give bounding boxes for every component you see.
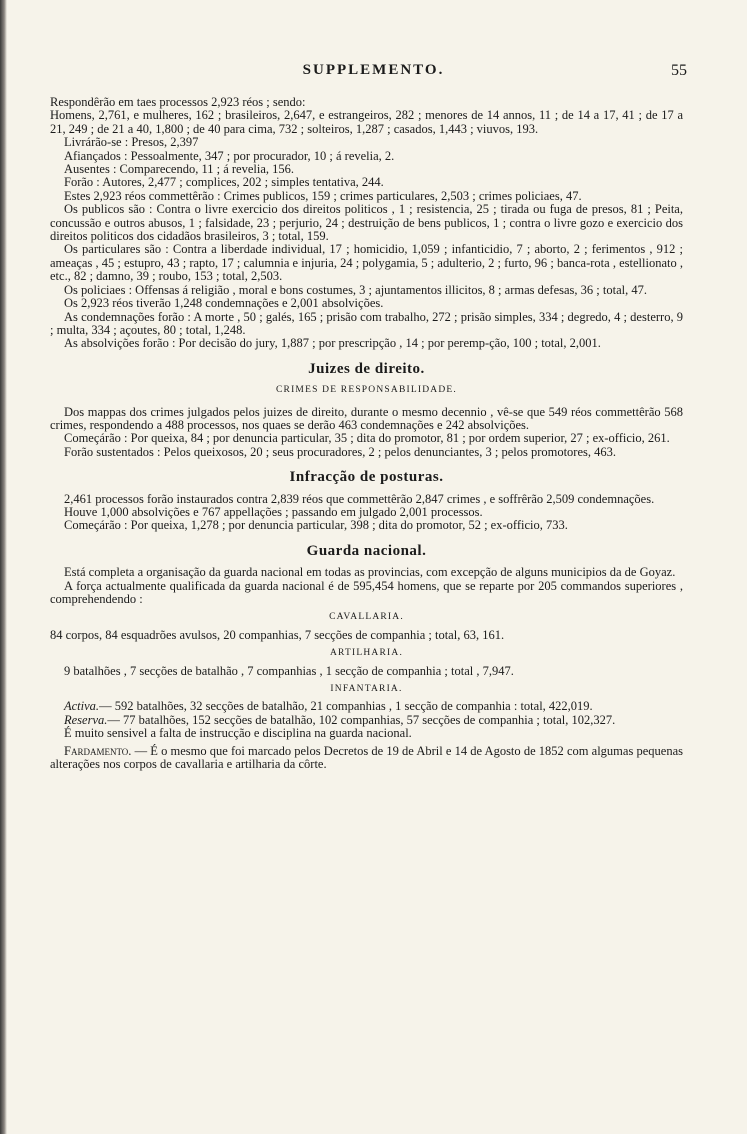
page-body <box>50 96 683 771</box>
paragraph: Os particulares são : Contra a liberdade individual, 17 ; homicidio, 1,059 ; infanticidio, 7 ; aborto, 2 ; ferimentos , 912 ; ameaças , 45 ; estupro, 43 ; rapto, 17 ; calumnia e injuria, 24 ; polygamia, 5 ; adulterio, 2 ; furto, 96 ; banca-rota , estellionato , etc., 82 ; damno, 39 ; roubo, 153 ; total, 2,503. <box>50 242 683 284</box>
section-heading-posturas: Infracção de posturas. <box>289 469 444 486</box>
text-reserva: — 77 batalhões, 152 secções de batalhão, 102 companhias, 57 secções de companhia ; total, 102,327. <box>107 712 616 727</box>
paragraph: Homens, 2,761, e mulheres, 162 ; brasileiros, 2,647, e estrangeiros, 282 ; menores de 14 annos, 11 ; de 14 a 17, 41 ; de 17 a 21, 249 ; de 21 a 40, 1,800 ; de 40 para cima, 732 ; solteiros, 1,287 ; casados, 1,443 ; viuvos, 193. <box>50 108 683 136</box>
paragraph: Forão : Autores, 2,477 ; complices, 202 ; simples tentativa, 244. <box>64 175 384 190</box>
paragraph: Respondêrão em taes processos 2,923 réos ; sendo: <box>50 95 306 109</box>
subheading-cavallaria: CAVALLARIA. <box>329 612 404 623</box>
paragraph: A força actualmente qualificada da guarda nacional é de 595,454 homens, que se reparte por 205 commandos superiores , comprehendendo : <box>50 578 683 606</box>
label-reserva: Reserva. <box>64 712 108 727</box>
paragraph: Livrárão-se : Presos, 2,397 <box>64 135 199 150</box>
paragraph: 2,461 processos forão instaurados contra 2,839 réos que commettêrão 2,847 crimes , e soffrêrão 2,509 condemnações. <box>64 491 655 506</box>
paragraph: Os policiaes : Offensas á religião , moral e bons costumes, 3 ; ajuntamentos illicitos, 8 ; armas defesas, 36 ; total, 47. <box>64 282 647 297</box>
paragraph: Dos mappas dos crimes julgados pelos juizes de direito, durante o mesmo decennio , vê-se que 549 réos commettêrão 568 crimes, respondendo a 488 processos, nos quaes se derão 463 condemnações e 242 absolvições. <box>50 404 683 432</box>
paragraph: Estes 2,923 réos commettêrão : Crimes publicos, 159 ; crimes particulares, 2,503 ; crimes policiaes, 47. <box>64 188 582 203</box>
paragraph: 84 corpos, 84 esquadrões avulsos, 20 companhias, 7 secções de companhia ; total, 63, 161. <box>50 627 505 642</box>
subheading-crimes: CRIMES DE RESPONSABILIDADE. <box>276 385 457 396</box>
paragraph: Os publicos são : Contra o livre exercicio dos direitos politicos , 1 ; resistencia, 25 ; tirada ou fuga de presos, 81 ; Peita, concussão e outros abusos, 1 ; falsidade, 23 ; perjurio, 24 ; destruição de bens publicos, 1 ; contra o livre gozo e exercicio dos direitos politicos dos cidadãos brasileiros, 3 ; total, 159. <box>50 202 683 244</box>
label-fardamento: Fardamento. <box>64 743 132 758</box>
page-number: 55 <box>671 62 687 79</box>
paragraph: Começárão : Por queixa, 1,278 ; por denuncia particular, 398 ; dita do promotor, 52 ; ex-officio, 733. <box>64 518 568 533</box>
paragraph: Está completa a organisação da guarda nacional em todas as provincias, com excepção de alguns municipios da de Goyaz. <box>64 565 676 580</box>
subheading-infantaria: INFANTARIA. <box>330 684 403 695</box>
paragraph: Afiançados : Pessoalmente, 347 ; por procurador, 10 ; á revelia, 2. <box>64 148 395 163</box>
paragraph-fardamento <box>50 745 683 772</box>
paragraph: Forão sustentados : Pelos queixosos, 20 ; seus procuradores, 2 ; pelos denunciantes, 3 ; pelos promotores, 463. <box>64 444 617 459</box>
paragraph: Começárão : Por queixa, 84 ; por denuncia particular, 35 ; dita do promotor, 81 ; por ordem superior, 27 ; ex-officio, 261. <box>64 431 670 446</box>
paragraph-reserva <box>50 714 683 727</box>
label-activa: Activa. <box>64 699 100 714</box>
running-title: SUPPLEMENTO. <box>302 62 445 78</box>
paragraph: Os 2,923 réos tiverão 1,248 condemnações e 2,001 absolvições. <box>64 296 384 311</box>
section-heading-guarda: Guarda nacional. <box>306 542 427 559</box>
paragraph: Houve 1,000 absolvições e 767 appellações ; passando em julgado 2,001 processos. <box>64 504 483 519</box>
text-fardamento: — É o mesmo que foi marcado pelos Decretos de 19 de Abril e 14 de Agosto de 1852 com algumas pequenas alterações nos corpos de cavallaria e artilharia da côrte. <box>50 743 683 772</box>
paragraph: É muito sensivel a falta de instrucção e disciplina na guarda nacional. <box>64 726 412 741</box>
paragraph: Ausentes : Comparecendo, 11 ; á revelia, 156. <box>64 162 295 177</box>
section-heading-juizes: Juizes de direito. <box>308 360 425 377</box>
subheading-artilharia: ARTILHARIA. <box>329 648 404 659</box>
paragraph: As condemnações forão : A morte , 50 ; galés, 165 ; prisão com trabalho, 272 ; prisão simples, 334 ; degredo, 4 ; desterro, 9 ; multa, 334 ; açoutes, 80 ; total, 1,248. <box>50 309 683 337</box>
paragraph-activa <box>50 700 683 713</box>
paragraph: As absolvições forão : Por decisão do jury, 1,887 ; por prescripção , 14 ; por peremp-ção, 100 ; total, 2,001. <box>64 336 601 351</box>
binding-edge <box>0 0 7 1134</box>
page-header <box>60 62 687 86</box>
text-activa: — 592 batalhões, 32 secções de batalhão, 21 companhias , 1 secção de companhia : total, 422,019. <box>99 699 593 714</box>
paragraph: 9 batalhões , 7 secções de batalhão , 7 companhias , 1 secção de companhia ; total , 7,947. <box>64 663 514 678</box>
